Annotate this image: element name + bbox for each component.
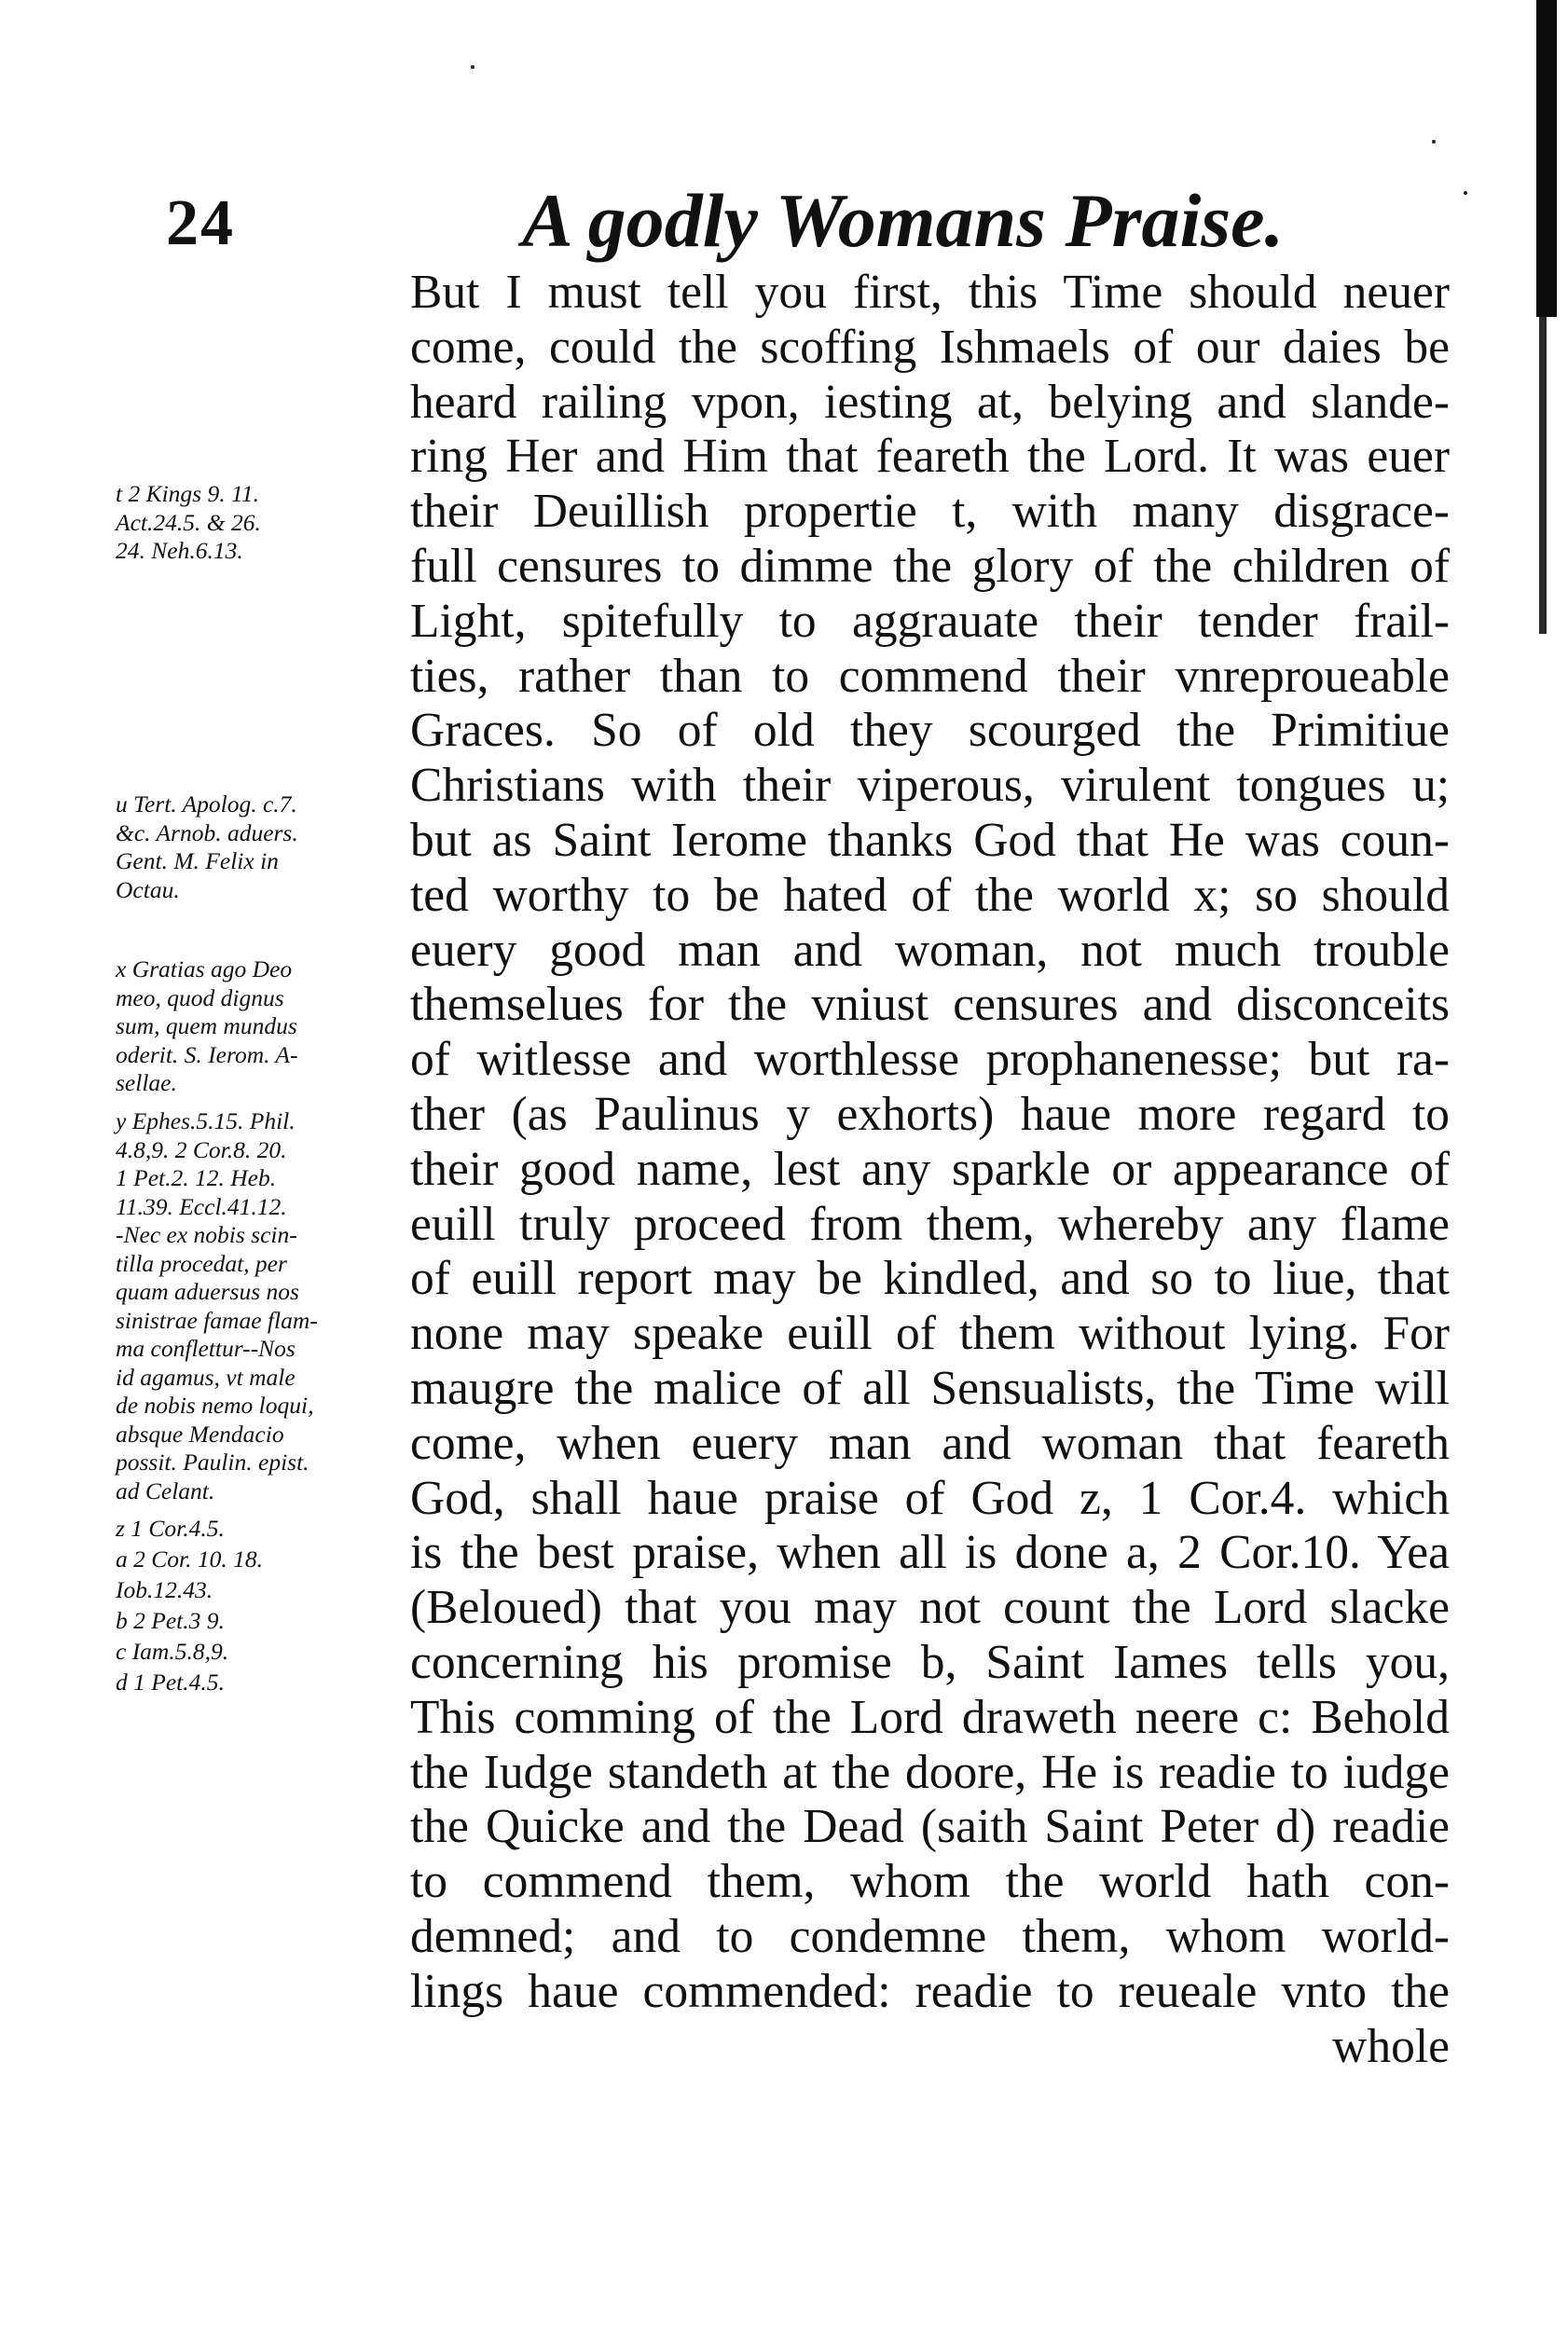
margin-note-line: ma conflettur--Nos — [116, 1335, 296, 1362]
body-line: Light, spitefully to aggrauate their tender frail- — [410, 594, 1450, 648]
body-line: their good name, lest any sparkle or appearance of — [410, 1142, 1450, 1196]
margin-note-line: t 2 Kings 9. 11. — [116, 480, 259, 507]
body-line: This comming of the Lord draweth neere c: Behold — [410, 1690, 1450, 1744]
margin-note-line: -Nec ex nobis scin- — [116, 1221, 297, 1248]
margin-note-line: possit. Paulin. epist. — [116, 1449, 309, 1476]
margin-note-u — [116, 790, 395, 904]
margin-note-b: b 2 Pet.3 9. — [116, 1607, 225, 1634]
body-line: come, when euery man and woman that feareth — [410, 1416, 1450, 1470]
body-line: full censures to dimme the glory of the children of — [410, 539, 1450, 593]
body-line: ted worthy to be hated of the world x; so should — [410, 868, 1450, 922]
scan-edge-bar — [1536, 0, 1557, 317]
margin-note-x — [116, 955, 395, 1098]
margin-note-c: c Iam.5.8,9. — [116, 1638, 229, 1665]
margin-note-line: quam aduersus nos — [116, 1278, 299, 1305]
body-line: of witlesse and worthlesse prophanenesse; but ra- — [410, 1033, 1450, 1087]
body-text — [410, 266, 1450, 2074]
margin-note-y — [116, 1107, 395, 1505]
scan-speck — [1464, 191, 1467, 195]
body-line: Christians with their viperous, virulent tongues u; — [410, 759, 1450, 813]
margin-note-line: sum, quem mundus — [116, 1012, 297, 1039]
margin-note-z: z 1 Cor.4.5. — [116, 1515, 225, 1542]
body-line: But I must tell you first, this Time should neuer — [410, 266, 1450, 319]
margin-note-line: Gent. M. Felix in — [116, 847, 279, 874]
margin-note-line: &c. Arnob. aduers. — [116, 818, 298, 846]
margin-note-line: 4.8,9. 2 Cor.8. 20. — [116, 1135, 287, 1163]
margin-note-line: u Tert. Apolog. c.7. — [116, 790, 297, 817]
body-line: concerning his promise b, Saint Iames tells you, — [410, 1635, 1450, 1689]
body-line: come, could the scoffing Ishmaels of our daies be — [410, 320, 1450, 374]
running-head: A godly Womans Praise. — [522, 178, 1285, 263]
margin-note-line: sinistrae famae flam- — [116, 1306, 318, 1334]
margin-note-line: ad Celant. — [116, 1477, 215, 1504]
margin-note-t — [116, 480, 395, 566]
body-line: God, shall haue praise of God z, 1 Cor.4. which — [410, 1471, 1450, 1525]
margin-note-line: de nobis nemo loqui, — [116, 1392, 314, 1419]
body-line: is the best praise, when all is done a, 2 Cor.10. Yea — [410, 1526, 1450, 1580]
margin-note-line: 24. Neh.6.13. — [116, 537, 243, 564]
body-line: ring Her and Him that feareth the Lord. It was euer — [410, 430, 1450, 484]
margin-note-d: d 1 Pet.4.5. — [116, 1669, 225, 1696]
catchword: whole — [1332, 2019, 1450, 2073]
margin-note-a: a 2 Cor. 10. 18. — [116, 1545, 263, 1573]
body-line: Graces. So of old they scourged the Primitiue — [410, 704, 1450, 758]
margin-note-line: tilla procedat, per — [116, 1249, 287, 1277]
scan-edge-bar-lower — [1539, 317, 1547, 634]
scan-speck — [471, 65, 475, 69]
body-line: but as Saint Ierome thanks God that He was coun- — [410, 813, 1450, 867]
body-line: to commend them, whom the world hath con- — [410, 1855, 1450, 1909]
body-line: ties, rather than to commend their vnreproueable — [410, 649, 1450, 703]
body-line: their Deuillish propertie t, with many disgrace- — [410, 485, 1450, 539]
body-line: themselues for the vniust censures and disconceits — [410, 978, 1450, 1032]
body-line: demned; and to condemne them, whom world- — [410, 1909, 1450, 1963]
body-line: ther (as Paulinus y exhorts) haue more regard to — [410, 1087, 1450, 1141]
body-line: the Quicke and the Dead (saith Saint Peter d) readie — [410, 1800, 1450, 1854]
body-line: of euill report may be kindled, and so to liue, that — [410, 1252, 1450, 1306]
margin-note-line: sellae. — [116, 1069, 177, 1096]
margin-note-line: 11.39. Eccl.41.12. — [116, 1192, 287, 1220]
margin-note-line: oderit. S. Ierom. A- — [116, 1040, 298, 1068]
margin-note-line: x Gratias ago Deo — [116, 955, 293, 982]
scan-speck — [1432, 140, 1436, 144]
body-line: heard railing vpon, iesting at, belying and slande- — [410, 375, 1450, 429]
margin-note-line: y Ephes.5.15. Phil. — [116, 1107, 296, 1134]
margin-note-line: meo, quod dignus — [116, 983, 284, 1011]
margin-note-job: Iob.12.43. — [116, 1576, 213, 1603]
margin-note-line: absque Mendacio — [116, 1420, 284, 1448]
body-line: lings haue commended: readie to reueale vnto the — [410, 1964, 1450, 2018]
margin-note-line: Octau. — [116, 875, 180, 903]
margin-note-group-z-d — [116, 1515, 395, 1699]
margin-note-line: id agamus, vt male — [116, 1363, 296, 1391]
body-line: the Iudge standeth at the doore, He is readie to iudge — [410, 1745, 1450, 1799]
page-number: 24 — [166, 187, 235, 259]
body-line: euery good man and woman, not much trouble — [410, 923, 1450, 977]
margin-note-line: Act.24.5. & 26. — [116, 508, 261, 536]
body-line: euill truly proceed from them, whereby any flame — [410, 1197, 1450, 1251]
body-line: maugre the malice of all Sensualists, the Time will — [410, 1361, 1450, 1415]
body-line: (Beloued) that you may not count the Lord slacke — [410, 1581, 1450, 1635]
margin-note-line: 1 Pet.2. 12. Heb. — [116, 1164, 277, 1191]
body-line: none may speake euill of them without lying. For — [410, 1307, 1450, 1361]
